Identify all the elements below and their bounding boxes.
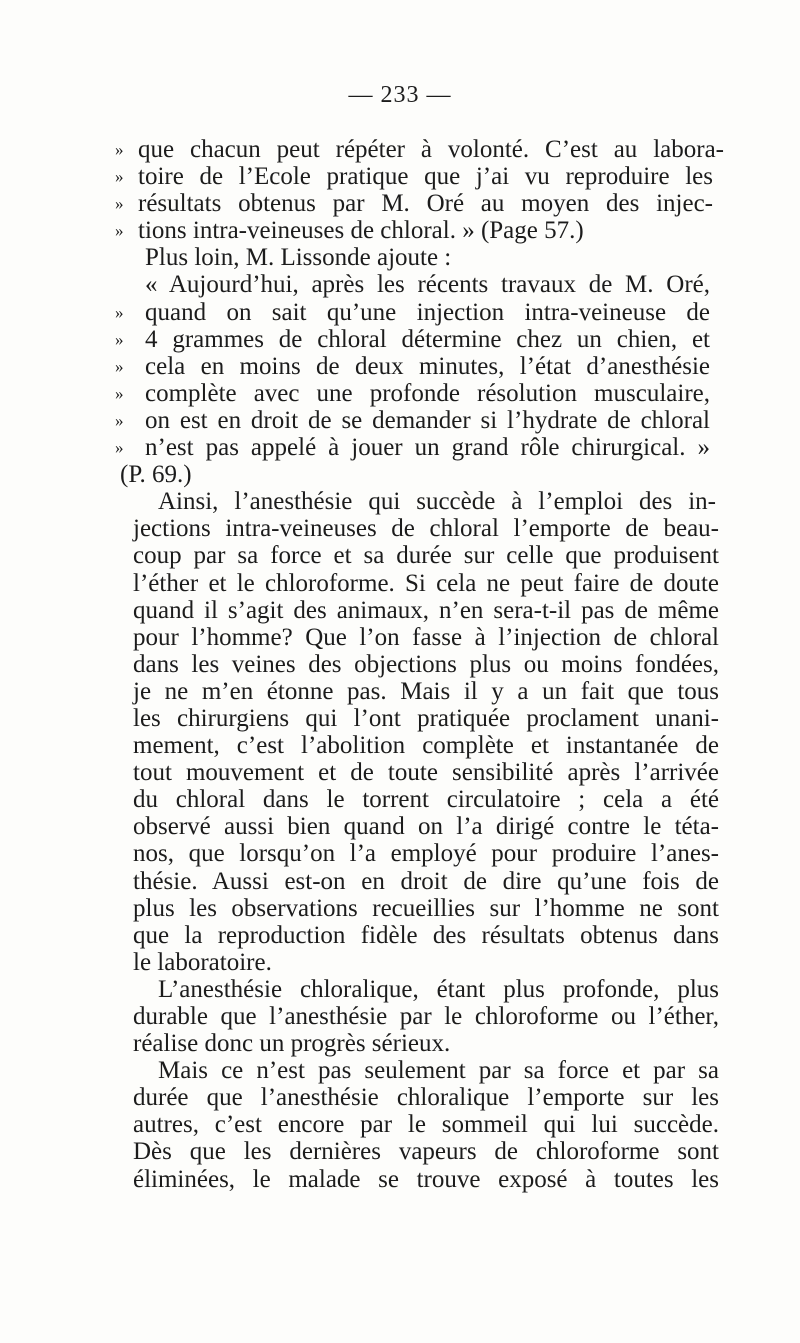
text-line: les chirurgiens qui l’ont pratiquée proclament unani-: [133, 704, 719, 732]
quote-mark: »: [115, 438, 124, 458]
text-line: jections intra-veineuses de chloral l’emporte de beau-: [133, 515, 719, 543]
text-line: le laboratoire.: [133, 948, 272, 976]
body-text: [0, 136, 800, 1193]
text-line: plus les observations recueillies sur l’homme ne sont: [133, 894, 719, 922]
text-line: durée que l’anesthésie chloralique l’emporte sur les: [133, 1084, 719, 1112]
text-line: autres, c’est encore par le sommeil qui lui succède.: [133, 1111, 719, 1139]
quote-mark: »: [115, 302, 124, 322]
text-line: » résultats obtenus par M. Oré au moyen des injec-: [115, 190, 713, 218]
text-line: » complète avec une profonde résolution musculaire,: [115, 379, 710, 407]
page-number: — 233 —: [348, 82, 452, 108]
text-line: dans les veines des objections plus ou moins fondées,: [133, 650, 719, 678]
text-line: Dès que les dernières vapeurs de chloroforme sont: [133, 1138, 719, 1166]
text-line: » n’est pas appelé à jouer un grand rôle chirurgical. »: [115, 434, 710, 462]
text-line: du chloral dans le torrent circulatoire ; cela a été: [133, 786, 719, 814]
text-line: Mais ce n’est pas seulement par sa force et par sa: [158, 1057, 719, 1085]
text-line: durable que l’anesthésie par le chloroforme ou l’éther,: [133, 1003, 719, 1030]
text-line: observé aussi bien quand on l’a dirigé contre le téta-: [133, 813, 719, 841]
text-line: » cela en moins de deux minutes, l’état d’anesthésie: [115, 352, 710, 380]
text-line: réalise donc un progrès sérieux.: [133, 1030, 451, 1058]
text-line: que la reproduction fidèle des résultats obtenus dans: [133, 921, 719, 949]
quote-mark: »: [115, 329, 124, 349]
text-line: Ainsi, l’anesthésie qui succède à l’emploi des in-: [158, 488, 716, 516]
text-line: » quand on sait qu’une injection intra-veineuse de: [115, 298, 710, 326]
text-line: » que chacun peut répéter à volonté. C’est au labora-: [115, 136, 724, 163]
text-line: coup par sa force et sa durée sur celle que produisent: [133, 542, 719, 570]
text-line: mement, c’est l’abolition complète et instantanée de: [133, 732, 719, 760]
text-line: » toire de l’Ecole pratique que j’ai vu reproduire les: [115, 163, 713, 191]
text-line: » 4 grammes de chloral détermine chez un chien, et: [115, 325, 710, 353]
quote-mark: »: [115, 194, 124, 214]
text-line: quand il s’agit des animaux, n’en sera-t-il pas de même: [133, 596, 719, 624]
text-line: éliminées, le malade se trouve exposé à toutes les: [133, 1165, 719, 1193]
text-line: Plus loin, M. Lissonde ajoute :: [145, 244, 452, 272]
quote-mark: »: [115, 221, 124, 241]
quote-mark: »: [115, 356, 124, 376]
text-line: nos, que lorsqu’on l’a employé pour produire l’anes-: [133, 840, 719, 868]
quote-mark: »: [115, 140, 124, 159]
quote-mark: »: [115, 167, 124, 187]
text-line: » tions intra-veineuses de chloral. » (Page 57.): [115, 217, 584, 245]
text-line: (P. 69.): [120, 461, 192, 489]
text-line: je ne m’en étonne pas. Mais il y a un fait que tous: [133, 677, 719, 705]
text-line: pour l’homme? Que l’on fasse à l’injection de chloral: [133, 623, 719, 651]
quote-mark: »: [115, 383, 124, 403]
text-line: L’anesthésie chloralique, étant plus profonde, plus: [158, 975, 719, 1003]
text-line: thésie. Aussi est-on en droit de dire qu’une fois de: [133, 867, 719, 895]
text-line: » on est en droit de se demander si l’hydrate de chloral: [115, 406, 710, 434]
text-line: l’éther et le chloroforme. Si cela ne peut faire de doute: [133, 569, 719, 597]
quote-mark: »: [115, 410, 124, 430]
text-line: tout mouvement et de toute sensibilité après l’arrivée: [133, 759, 719, 787]
text-line: « Aujourd’hui, après les récents travaux de M. Oré,: [145, 271, 710, 299]
